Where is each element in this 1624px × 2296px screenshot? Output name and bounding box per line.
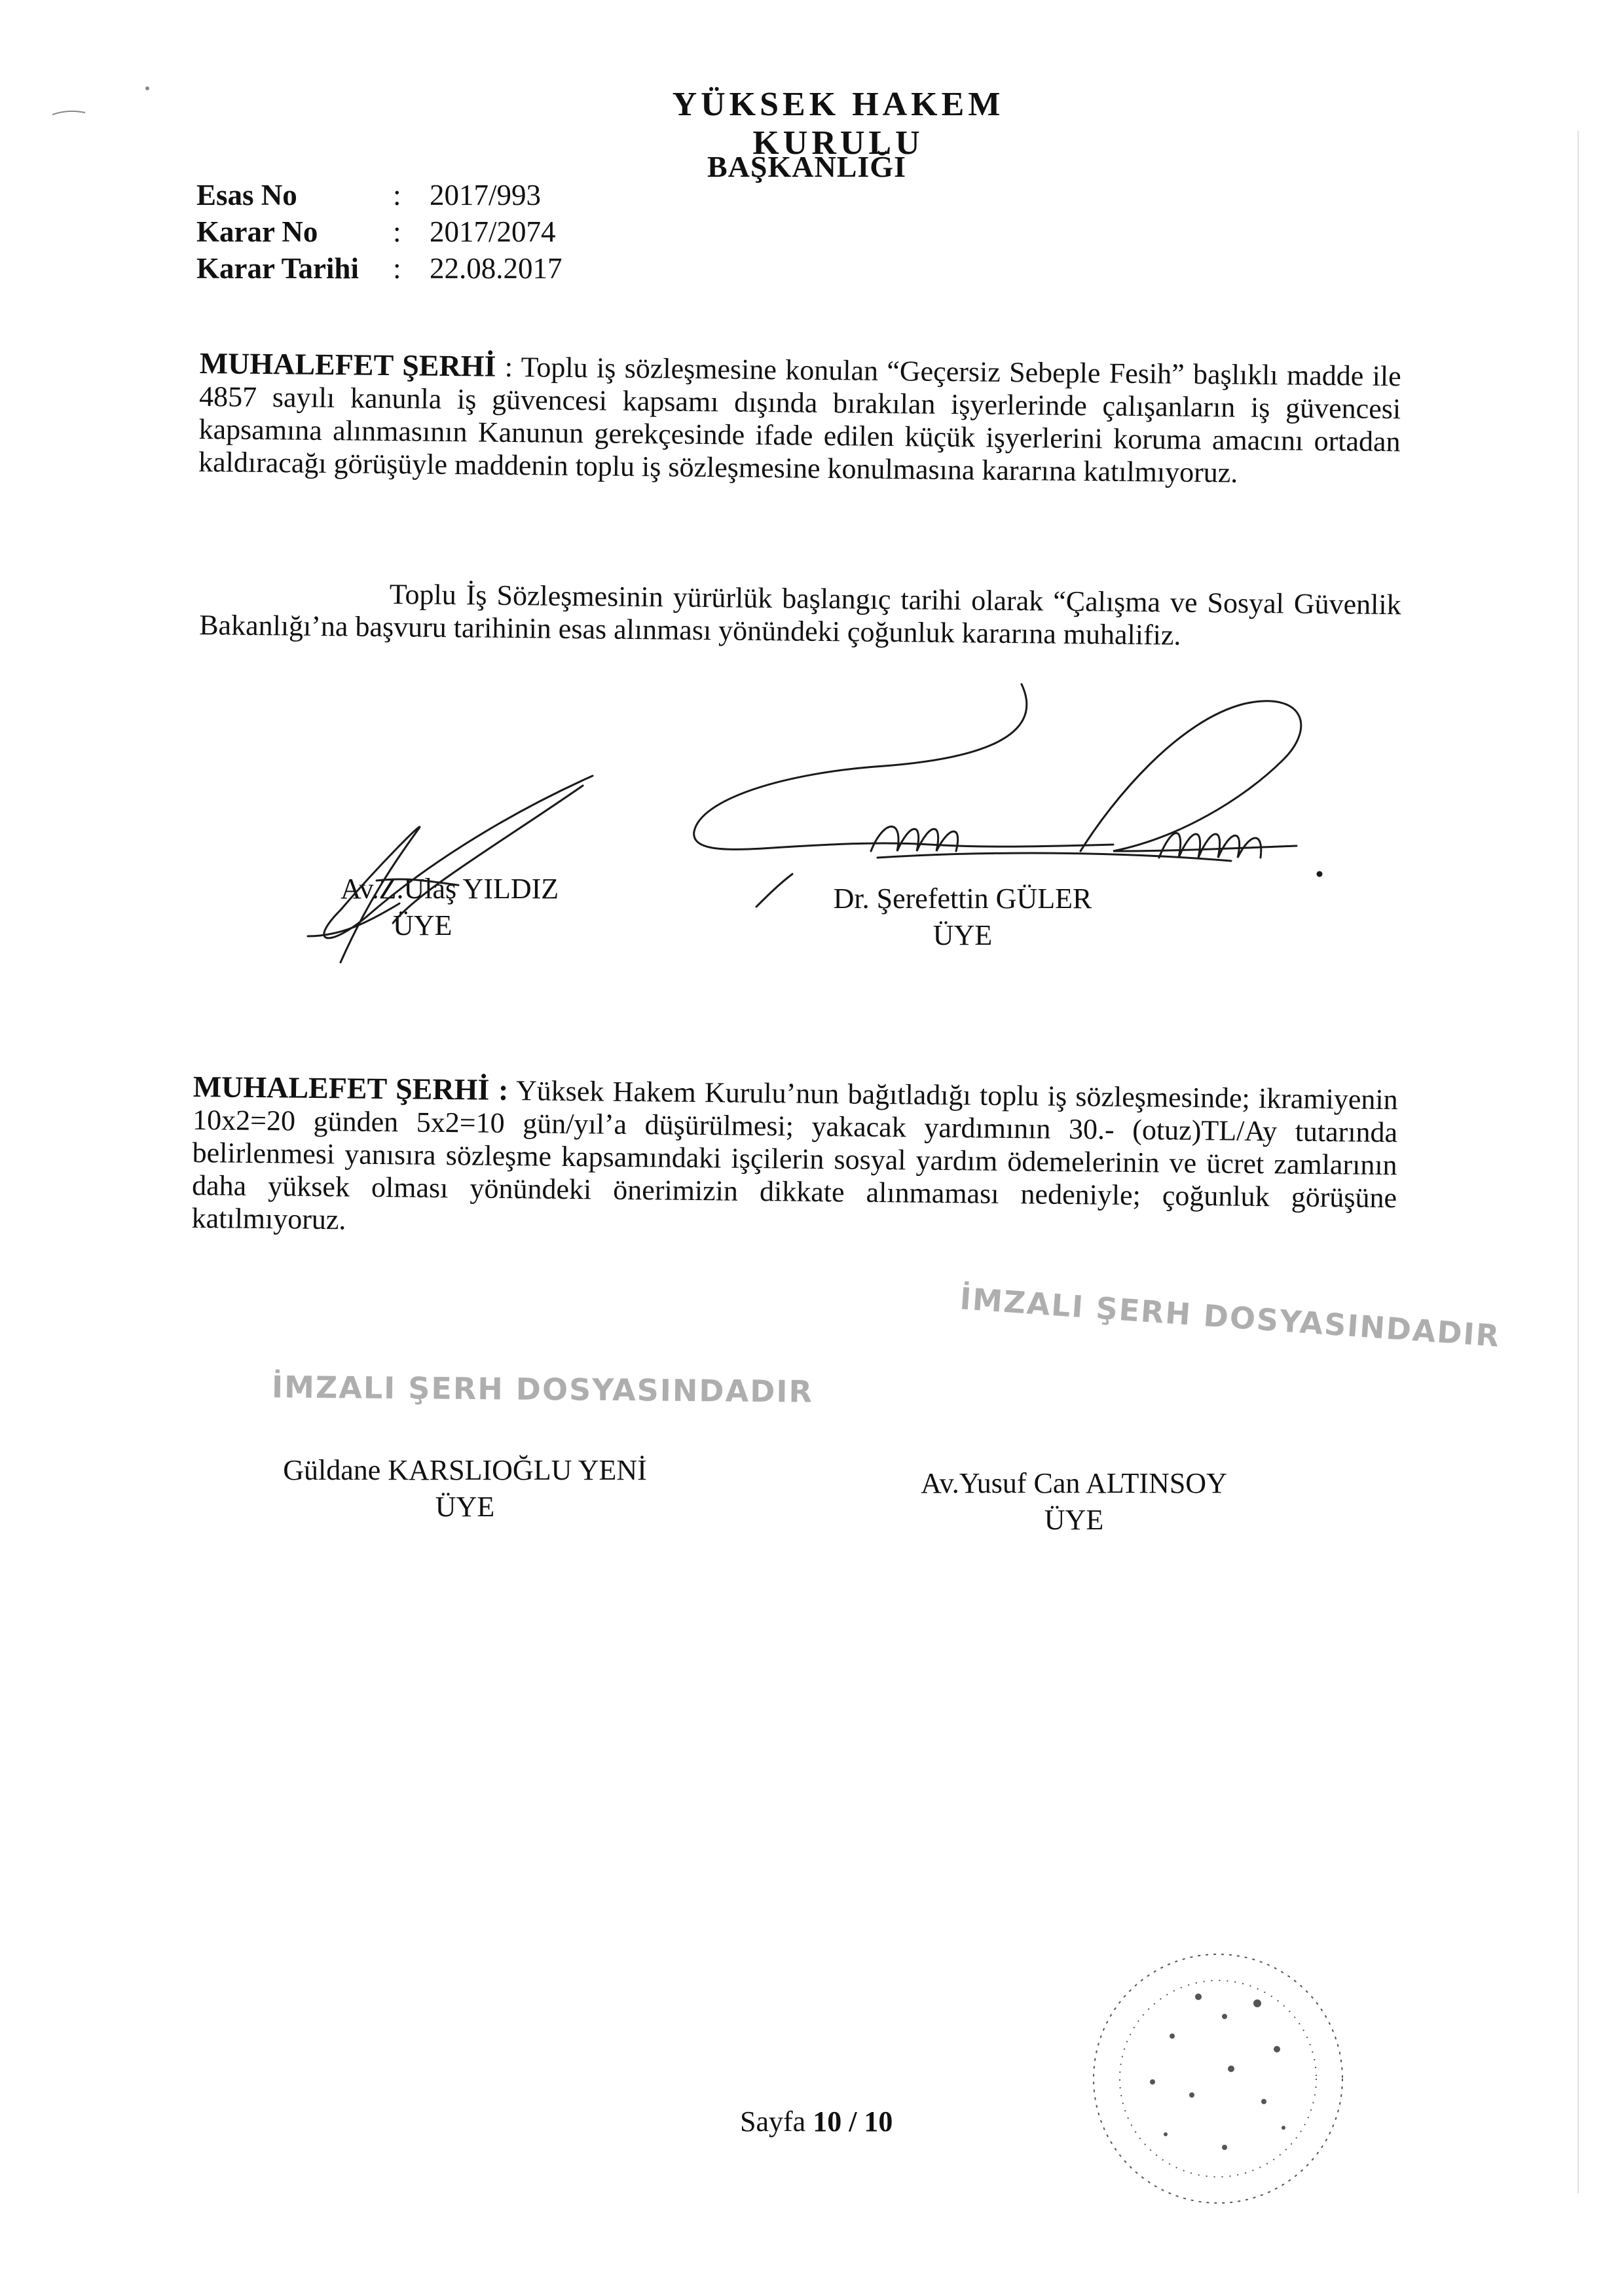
scan-marks [52, 87, 1578, 2193]
dissent-2-heading: MUHALEFET ŞERHİ : [193, 1070, 509, 1107]
dissent-1-heading: MUHALEFET ŞERHİ [199, 346, 496, 383]
dissent-1-text: : Toplu iş sözleşmesine konulan “Geçersiz Sebeple Fesih” başlıklı madde ile 4857 sayılı kanunla iş güvencesi kapsamı dışında bırakılan işyerlerinde çalışanların iş güvencesi kapsamına alınmasının Kanunun gerekçesinde ifade edilen küçük işyerlerini koruma amacını ortadan kaldıracağı görüşüyle maddenin toplu iş sözleşmesine konulmasına kararına katılmıyoruz. [198, 350, 1401, 489]
signer-name: Dr. Şerefettin GÜLER [833, 883, 1092, 915]
seal-specks [1150, 1994, 1285, 2150]
signed-dissent-stamp-left: İMZALI ŞERH DOSYASINDADIR [271, 1369, 814, 1410]
meta-karar-no: Karar No : 2017/2074 [196, 215, 556, 248]
signature-yildiz [308, 776, 593, 962]
signer-title: ÜYE [393, 909, 452, 941]
dissent-1-paragraph-2: Toplu İş Sözleşmesinin yürürlük başlangıç tarihi olarak “Çalışma ve Sosyal Güvenlik Bakanlığı’na başvuru tarihinin esas alınması yönündeki çoğunluk kararına muhalifiz. [198, 578, 1401, 651]
header-institution-name: YÜKSEK HAKEM KURULU [672, 86, 1005, 162]
signer-title: ÜYE [435, 1491, 495, 1523]
official-seal [1094, 1954, 1342, 2203]
signer-title: ÜYE [1044, 1504, 1104, 1536]
signer-name: Av.Yusuf Can ALTINSOY [921, 1467, 1227, 1499]
signed-dissent-stamp-right: İMZALI ŞERH DOSYASINDADIR [959, 1281, 1502, 1354]
meta-karar-tarihi: Karar Tarihi : 22.08.2017 [196, 252, 563, 285]
signer-title: ÜYE [932, 919, 993, 951]
dissent-2-text: Yüksek Hakem Kurulu’nun bağıtladığı toplu iş sözleşmesinde; ikramiyenin 10x2=20 günden 5x2=10 gün/yıl’a düşürülmesi; yakacak yardımının 30.- (otuz)TL/Ay tutarında belirlenmesi yanısıra sözleşme kapsamındaki işçilerin sosyal yardım ödemelerinin ve ücret zamlarının daha yüksek olması yönündeki önerimizin dikkate alınmaması nedeniyle; çoğunluk görüşüne katılmıyoruz. [191, 1074, 1398, 1236]
signer-name: Av.Z.Ulaş YILDIZ [341, 873, 559, 905]
page-number: Sayfa 10 / 10 [740, 2105, 893, 2138]
header-presidency: BAŞKANLIĞI [707, 150, 906, 183]
meta-esas-no: Esas No : 2017/993 [196, 179, 542, 211]
signature-guler [694, 684, 1321, 907]
signer-name: Güldane KARSLIOĞLU YENİ [283, 1454, 647, 1486]
